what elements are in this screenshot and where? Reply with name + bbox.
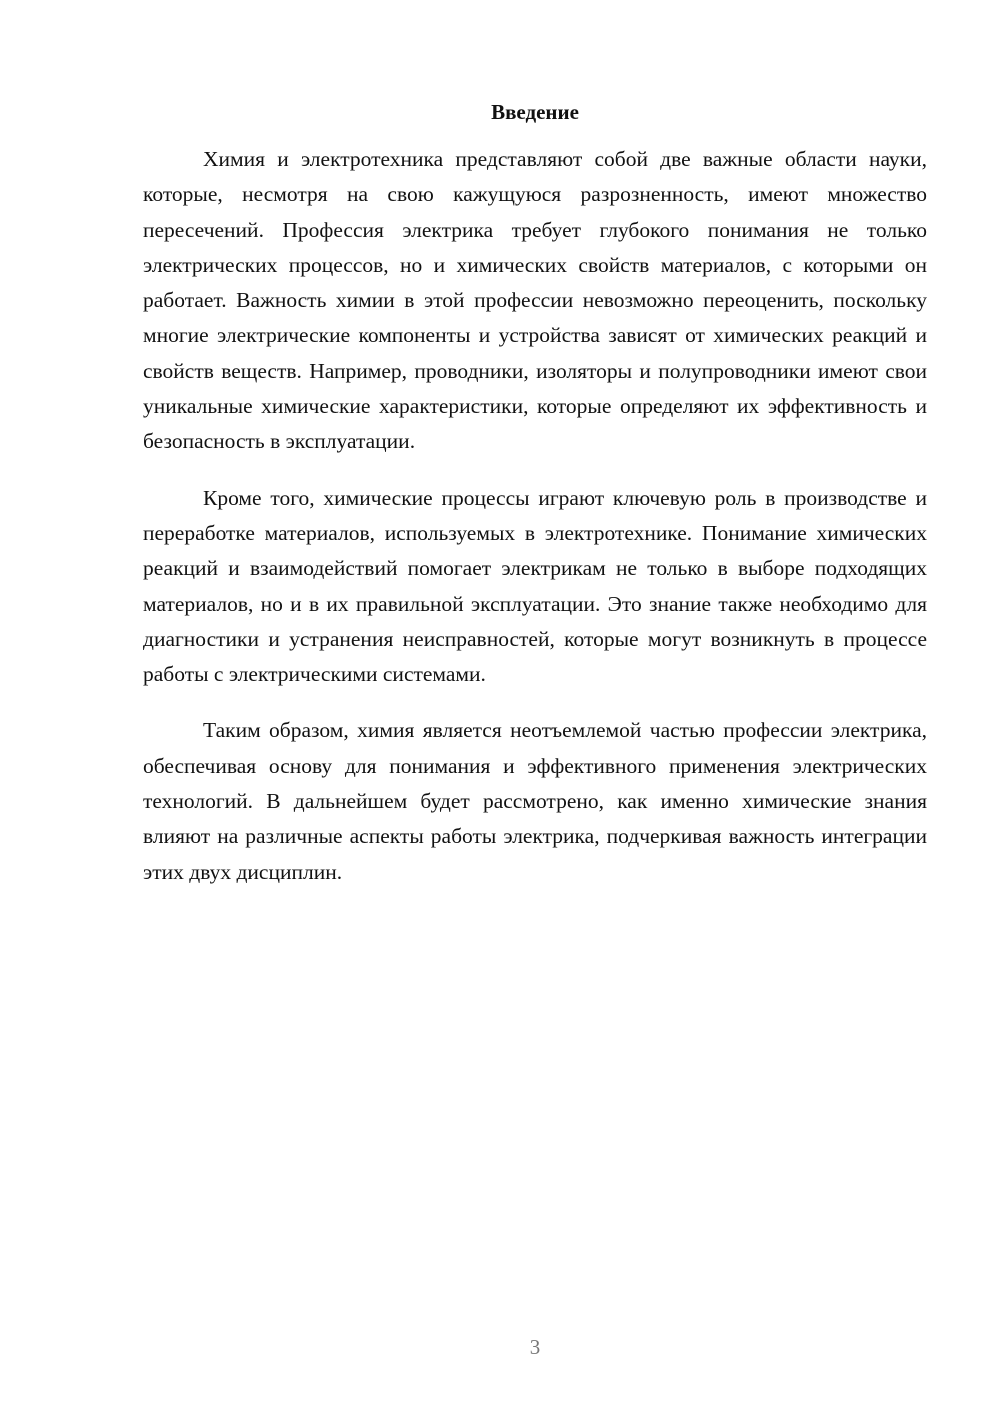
page-number: 3 <box>529 1335 541 1359</box>
paragraph-2: Кроме того, химические процессы играют ключевую роль в производстве и переработке материалов, используемых в электротехнике. Понимание химических реакций и взаимодействий помогает электрикам не только в выборе подходящих материалов, но и в их правильной эксплуатации. Это знание также необходимо для диагностики и устранения неисправностей, которые могут возникнуть в процессе работы с электрическими системами. <box>143 485 927 687</box>
paragraph-3: Таким образом, химия является неотъемлемой частью профессии электрика, обеспечивая основу для понимания и эффективного применения электрических технологий. В дальнейшем будет рассмотрено, как именно химические знания влияют на различные аспекты работы электрика, подчеркивая важность интеграции этих двух дисциплин. <box>143 718 927 884</box>
body-text <box>143 142 927 911</box>
section-heading: Введение <box>491 100 579 124</box>
paragraph-1: Химия и электротехника представляют собой две важные области науки, которые, несмотря на свою кажущуюся разрозненность, имеют множество пересечений. Профессия электрика требует глубокого понимания не только электрических процессов, но и химических свойств материалов, с которыми он работает. Важность химии в этой профессии невозможно переоценить, поскольку многие электрические компоненты и устройства зависят от химических реакций и свойств веществ. Например, проводники, изоляторы и полупроводники имеют свои уникальные химические характеристики, которые определяют их эффективность и безопасность в эксплуатации. <box>143 147 927 454</box>
